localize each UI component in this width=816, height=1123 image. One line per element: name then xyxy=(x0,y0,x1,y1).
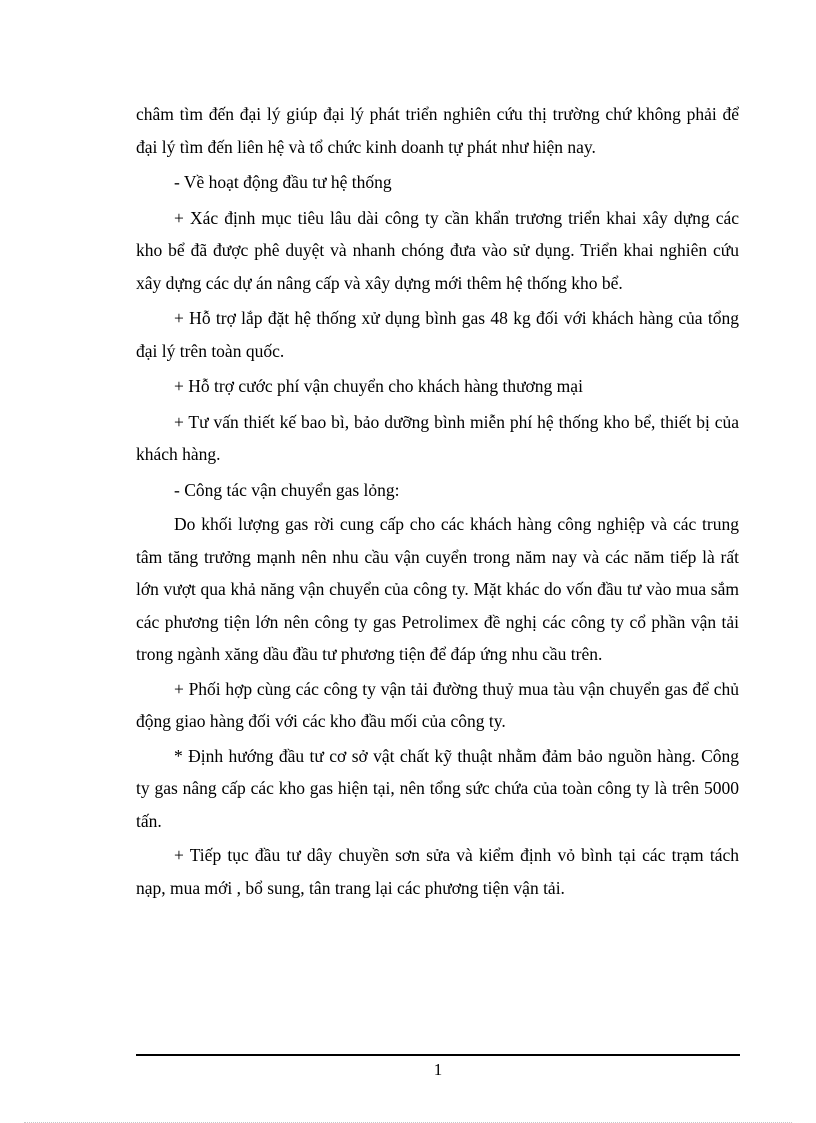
paragraph-transport-demand: Do khối lượng gas rời cung cấp cho các khách hàng công nghiệp và các trung tâm tăng trưởng mạnh nên nhu cầu vận cuyển trong năm nay và các năm tiếp là rất lớn vượt qua khả năng vận chuyển của công ty. Mặt khác do vốn đầu tư vào mua sắm các phương tiện lớn nên công ty gas Petrolimex đề nghị các công ty cổ phần vận tải trong ngành xăng dầu đầu tư phương tiện để đáp ứng nhu cầu trên. xyxy=(136,514,739,664)
paragraph-painting-line: + Tiếp tục đầu tư dây chuyền sơn sửa và kiểm định vỏ bình tại các trạm tách nạp, mua mới , bổ sung, tân trang lại các phương tiện vận tải. xyxy=(136,845,739,898)
paragraph-continuation: châm tìm đến đại lý giúp đại lý phát triển nghiên cứu thị trường chứ không phải để đại lý tìm đến liên hệ và tổ chức kinh doanh tự phát như hiện nay. xyxy=(136,104,739,157)
paragraph-infrastructure-orientation: * Định hướng đầu tư cơ sở vật chất kỹ thuật nhằm đảm bảo nguồn hàng. Công ty gas nâng cấp các kho gas hiện tại, nên tổng sức chứa của toàn công ty là trên 5000 tấn. xyxy=(136,745,739,831)
footer-divider xyxy=(136,1054,740,1056)
paragraph-packaging-consulting: + Tư vấn thiết kế bao bì, bảo dưỡng bình miễn phí hệ thống kho bể, thiết bị của khách hàng. xyxy=(136,411,739,464)
page-number: 1 xyxy=(433,1060,443,1079)
paragraph-48kg-support: + Hỗ trợ lắp đặt hệ thống xử dụng bình gas 48 kg đối với khách hàng của tổng đại lý trên toàn quốc. xyxy=(136,308,739,361)
heading-lpg-transport: - Công tác vận chuyển gas lỏng: xyxy=(174,479,400,500)
paragraph-storage-tanks: + Xác định mục tiêu lâu dài công ty cần khẩn trương triển khai xây dựng các kho bể đã được phê duyệt và nhanh chóng đưa vào sử dụng. Triển khai nghiên cứu xây dựng các dự án nâng cấp và xây dựng mới thêm hệ thống kho bể. xyxy=(136,207,739,293)
paragraph-waterway-coordination: + Phối hợp cùng các công ty vận tải đường thuỷ mua tàu vận chuyển gas để chủ động giao hàng đối với các kho đầu mối của công ty. xyxy=(136,678,739,731)
heading-investment-system: - Về hoạt động đầu tư hệ thống xyxy=(174,172,392,192)
paragraph-freight-support: + Hỗ trợ cước phí vận chuyển cho khách hàng thương mại xyxy=(174,376,583,396)
document-body xyxy=(136,98,739,906)
